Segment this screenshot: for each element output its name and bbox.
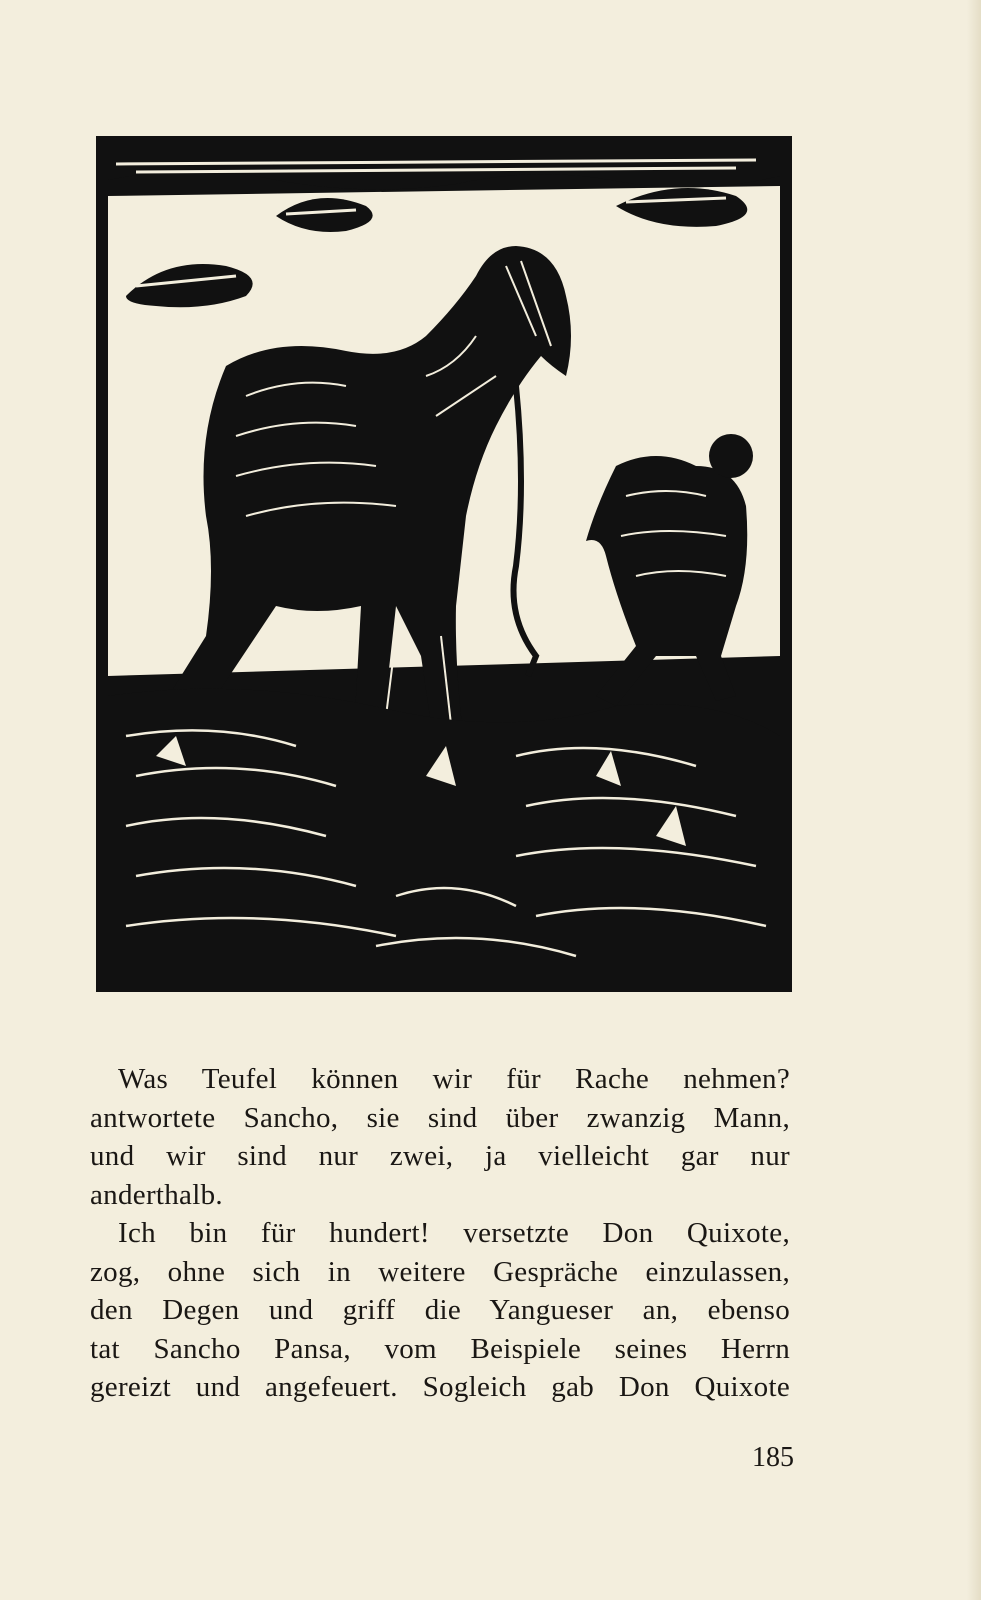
text-line: den Degen und griff die Yangueser an, ebenso [90, 1294, 790, 1326]
text-line: Ich bin für hundert! versetzte Don Quixote, [118, 1217, 790, 1249]
text-line: anderthalb. [90, 1178, 223, 1211]
woodcut-horse-and-mule-image [96, 136, 792, 992]
woodcut-illustration [96, 136, 792, 992]
page-number: 185 [752, 1442, 794, 1473]
text-line: Was Teufel können wir für Rache nehmen? [118, 1063, 790, 1095]
text-line: und wir sind nur zwei, ja vielleicht gar nur [90, 1140, 790, 1172]
body-text [90, 1060, 790, 1407]
text-line: gereizt und angefeuert. Sogleich gab Don Quixote [90, 1371, 790, 1403]
text-line: zog, ohne sich in weitere Gespräche einzulassen, [90, 1255, 790, 1288]
page-edge-shadow [967, 0, 981, 1600]
text-line: tat Sancho Pansa, vom Beispiele seines Herrn [90, 1332, 790, 1365]
text-line: antwortete Sancho, sie sind über zwanzig Mann, [90, 1101, 790, 1134]
